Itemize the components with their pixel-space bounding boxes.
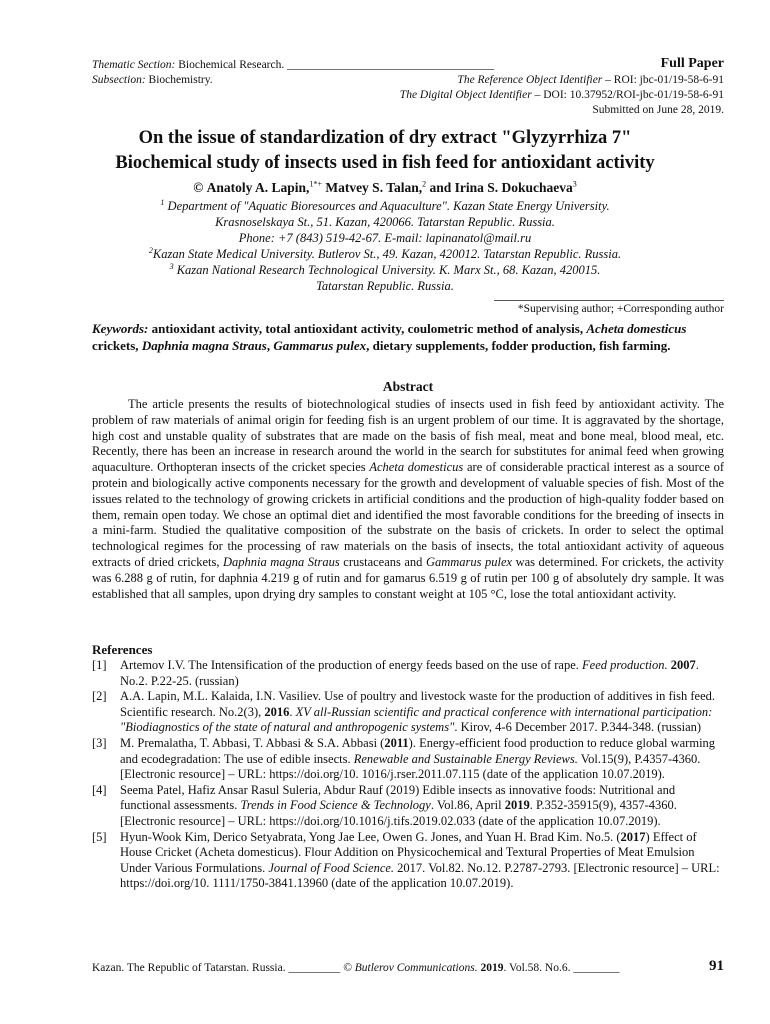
author-2: Matvey S. Talan,: [325, 180, 423, 195]
footer-location: Kazan. The Republic of Tatarstan. Russia. _________: [92, 962, 341, 974]
ref-1-journal: Feed production: [582, 658, 665, 672]
reference-number: [2]: [92, 689, 107, 704]
author-1: Anatoly A. Lapin,: [206, 180, 310, 195]
roi-value: – ROI: jbc-01/19-58-6-91: [605, 74, 724, 86]
roi: [457, 73, 724, 88]
ref-1-b: .: [664, 658, 668, 672]
paper-title: [60, 126, 710, 176]
abstract-text-1: The article presents the results of biotechnological studies of insects used in fish feed by antioxidant activity. The problem of raw materials of animal origin for feeding fish is an urgent problem of our time. It is aggravated by the shortage, high cost and unstable quality of substrates that are made on the basis of fish meal, meat and bone meal, blood meal, etc. Recently, there has been an increase in research around the world in the search for substitutes for animal feed when growing aquaculture. Orthopteran insects of the cricket species: [92, 397, 724, 475]
keywords-italic-1: Acheta domesticus: [586, 321, 687, 336]
ref-2-b: .: [289, 704, 293, 719]
section-value: Biochemical Research.: [178, 59, 285, 71]
ref-3-year: 2011: [384, 735, 409, 750]
ref-4-year: 2019: [504, 798, 530, 813]
footer-volume: . Vol.58. No.6. ________: [503, 962, 620, 974]
page-footer: [92, 958, 724, 974]
abstract-text-3: crustaceans and: [343, 554, 423, 569]
reference-text: [120, 689, 724, 736]
affil-2-sup: 2: [148, 245, 153, 255]
author-2-sup: 2: [422, 179, 427, 189]
keywords-label: Keywords:: [92, 321, 149, 336]
abstract-heading: Abstract: [382, 379, 434, 394]
affil-1-line-1: Department of "Aquatic Bioresources and Aquaculture". Kazan State Energy University.: [167, 199, 610, 213]
abstract-italic-2: Daphnia magna Straus: [223, 554, 340, 569]
reference-number: [5]: [92, 829, 107, 844]
ref-3-a: M. Premalatha, T. Abbasi, T. Abbasi & S.A. Abbasi (: [120, 735, 385, 750]
subsection-label: Subsection:: [92, 74, 146, 86]
keywords: [92, 320, 724, 354]
title-line-2: Biochemical study of insects used in fish feed for antioxidant activity: [115, 153, 655, 173]
reference-item: [92, 783, 724, 830]
paper-type: Full Paper: [660, 56, 724, 71]
affiliations: [100, 198, 670, 294]
page-number: 91: [709, 958, 724, 974]
reference-text: [120, 783, 724, 830]
title-line-1: On the issue of standardization of dry extract "Glyzyrrhiza 7": [138, 128, 632, 148]
header-section-line: [92, 58, 724, 73]
affil-1-sup: 1: [160, 197, 165, 207]
ref-4-b: . Vol.86, April: [430, 798, 502, 813]
ref-5-journal: Journal of Food Science.: [268, 860, 395, 875]
ref-4-a: Seema Patel, Hafiz Ansar Rasul Suleria, Abdur Rauf (2019) Edible insects as innovative foods: Nutritional and functional assessments.: [120, 782, 676, 813]
doi: [92, 88, 724, 103]
ref-3-journal: Renewable and Sustainable Energy Reviews.: [353, 751, 578, 766]
ref-5-year: 2017: [620, 829, 646, 844]
supervising-note: *Supervising author; +Corresponding author: [517, 303, 724, 315]
reference-text: [120, 658, 724, 689]
ref-1-year: 2007: [670, 658, 696, 672]
author-3: Irina S. Dokuchaeva: [454, 180, 573, 195]
reference-item: [92, 658, 724, 689]
doi-value: – DOI: 10.37952/ROI-jbc-01/19-58-6-91: [534, 89, 724, 101]
ref-2-a: A.A. Lapin, M.L. Kalaida, I.N. Vasiliev. Use of poultry and livestock waste for the production of additives in fish feed. Scientific research. No.2(3),: [120, 689, 716, 719]
abstract-text-2: are of considerable practical interest as a source of protein and biologically active components necessary for the growth and development of valuable species of fish. Most of the issues related to the technology of growing crickets in artificial conditions and the production of high-quality fodder based on them, remain open today. We chose an optimal diet and identified the most favorable conditions for the breeding of insects in a mini-farm. Studied the qualitative composition of the substrate on the basis of crickets. In order to select the optimal technological regimes for the processing of raw materials on the basis of insects, the total antioxidant activity of aqueous extracts of dried crickets,: [92, 460, 725, 569]
abstract-body: [92, 397, 724, 602]
ref-3-c: Vol.15(9), P.4357-4360. [Electronic resource] – URL: https://doi.org/10. 1016/j.rser.2011.07.115 (date of the application 10.07.2019).: [120, 751, 701, 782]
ref-5-a: Hyun-Wook Kim, Derico Setyabrata, Yong Jae Lee, Owen G. Jones, and Yuan H. Brad Kim. No.5. (: [120, 829, 621, 844]
affil-3-sup: 3: [169, 261, 174, 271]
abstract-italic-3: Gammarus pulex: [425, 554, 513, 569]
section-label: Thematic Section:: [92, 59, 176, 71]
reference-item: [92, 736, 724, 783]
author-1-sup: 1*+: [309, 179, 322, 189]
ref-1-a: Artemov I.V. The Intensification of the production of energy feeds based on the use of rape.: [120, 658, 579, 672]
reference-number: [1]: [92, 658, 107, 672]
footer-copyright: ©: [343, 962, 352, 974]
affil-1-line-2: Krasnoselskaya St., 51. Kazan, 420066. Tatarstan Republic. Russia.: [215, 215, 555, 229]
affil-3-line-1: Kazan National Research Technological University. K. Marx St., 68. Kazan, 420015.: [176, 263, 601, 277]
submitted-date: Submitted on June 28, 2019.: [592, 104, 724, 116]
copyright-symbol: ©: [193, 180, 204, 195]
references-list: [92, 658, 724, 892]
ref-2-journal: XV all-Russian scientific and practical conference with international participation: "Biodiagnostics of the state of natural and anthropogenic systems": [120, 704, 713, 735]
ref-4-c: . P.352-35915(9), 4357-4360. [Electronic resource] – URL: https://doi.org/10.1016/j.tifs.2019.02.033 (date of the application 10.07.2019).: [120, 798, 677, 828]
ref-4-journal: Trends in Food Science & Technology: [240, 798, 431, 813]
roi-label: The Reference Object Identifier: [457, 74, 603, 86]
abstract-italic-1: Acheta domesticus: [369, 460, 464, 475]
footer-year: 2019: [480, 962, 504, 974]
reference-number: [4]: [92, 782, 107, 797]
reference-number: [3]: [92, 735, 107, 750]
authors-and: and: [429, 180, 452, 195]
affil-2-line: Kazan State Medical University. Butlerov St., 49. Kazan, 420012. Tatarstan Republic. Russia.: [152, 247, 622, 261]
ref-5-c: 2017. Vol.82. No.12. P.2787-2793. [Electronic resource] – URL: https://doi.org/10. 1111/1750-3841.13960 (date of the application 10.07.2019).: [120, 860, 720, 891]
references-heading: References: [92, 642, 153, 657]
reference-text: [120, 830, 724, 892]
header-subsection-line: [92, 73, 724, 88]
doi-label: The Digital Object Identifier: [399, 89, 532, 101]
affil-3-line-2: Tatarstan Republic. Russia.: [316, 279, 454, 293]
keywords-text-1: antioxidant activity, total antioxidant activity, coulometric method of analysis,: [151, 321, 584, 336]
reference-item: [92, 830, 724, 892]
author-3-sup: 3: [572, 179, 577, 189]
reference-item: [92, 689, 724, 736]
ref-2-year: 2016: [264, 704, 290, 719]
ref-3-b: ). Energy-efficient food production to reduce global warming and ecodegradation: The use of edible insects.: [120, 735, 716, 766]
keywords-italic-3: Gammarus pulex: [273, 338, 367, 353]
footnote-divider: [494, 300, 724, 301]
footer-journal: Butlerov Communications.: [354, 962, 478, 974]
ref-5-b: ) Effect of House Cricket (Acheta domesticus). Flour Addition on Physicochemical and Textural Properties of Meat Emulsion Under Various Formulations.: [120, 829, 697, 875]
ref-1-c: . No.2. P.22-25. (russian): [120, 658, 699, 688]
keywords-text-2: crickets,: [92, 338, 139, 353]
affil-1-line-3: Phone: +7 (843) 519-42-67. E-mail: lapinanatol@mail.ru: [238, 231, 532, 245]
keywords-text-4: , dietary supplements, fodder production, fish farming.: [366, 338, 671, 353]
keywords-text-3: ,: [266, 338, 271, 353]
subsection-value: Biochemistry.: [148, 74, 213, 86]
authors: [60, 180, 710, 196]
reference-text: [120, 736, 724, 783]
abstract-text-4: was determined. For crickets, the activity was 6.288 g of rutin, for daphnia 4.219 g of rutin and for gamarus 6.519 g of rutin per 100 g of absolutely dry sample. It was established that all samples, upon drying dry samples to constant weight at 105 °C, lose the total antioxidant activity.: [92, 554, 725, 601]
keywords-italic-2: Daphnia magna Straus: [141, 338, 267, 353]
section-underline: ____________________________________: [287, 59, 495, 71]
ref-2-c: . Kirov, 4-6 December 2017. P.344-348. (russian): [454, 720, 702, 735]
